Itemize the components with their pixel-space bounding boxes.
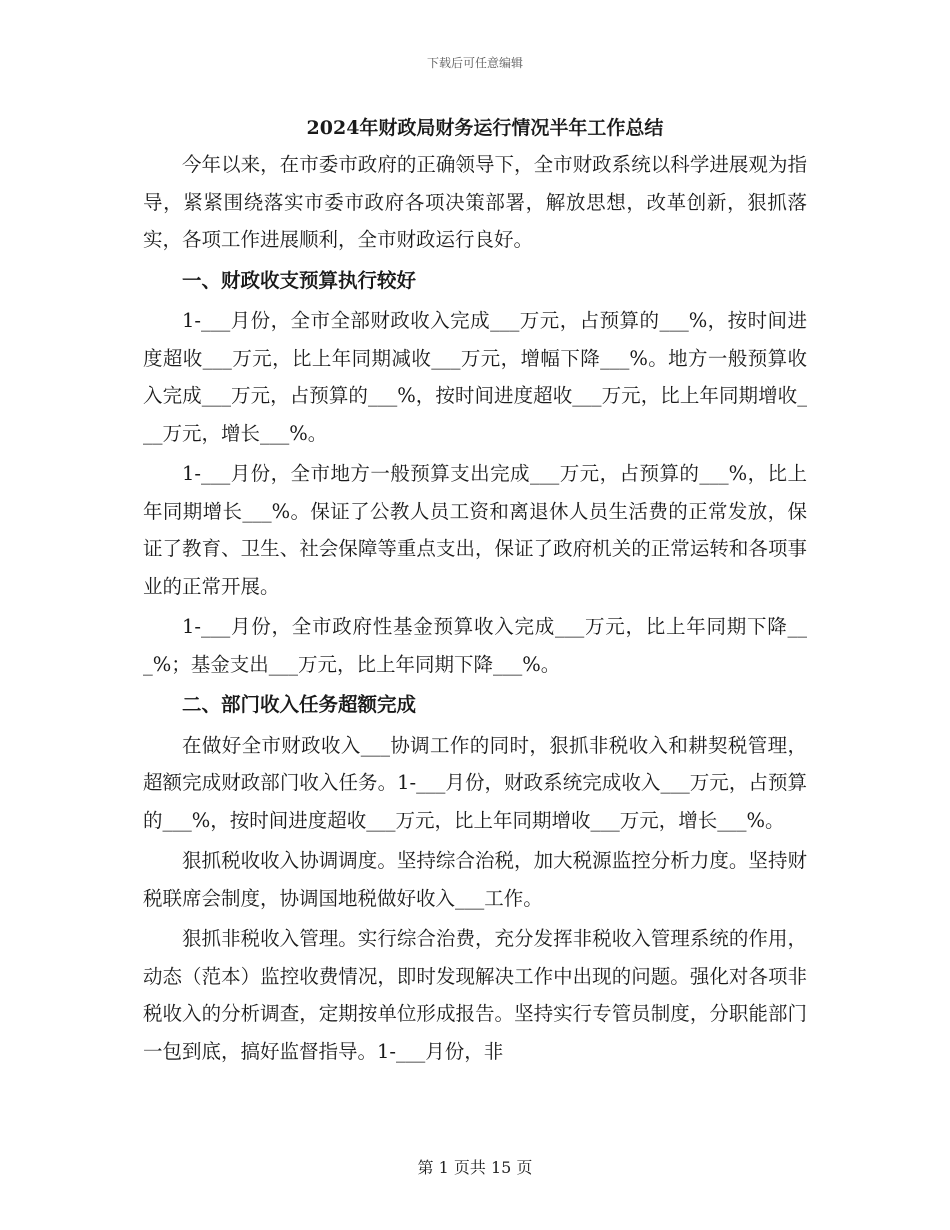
paragraph-revenue: 1-___月份，全市全部财政收入完成___万元，占预算的___%，按时间进度超收___万元，比上年同期减收___万元，增幅下降___%。地方一般预算收入完成___万元，占预算的___%，按时间进度超收___万元，比上年同期增收___万元，增长___%。 xyxy=(143,309,807,445)
paragraph-fund: 1-___月份，全市政府性基金预算收入完成___万元，比上年同期下降___%；基金支出___万元，比上年同期下降___%。 xyxy=(143,615,807,676)
paragraph-intro: 今年以来，在市委市政府的正确领导下，全市财政系统以科学进展观为指导，紧紧围绕落实市委市政府各项决策部署，解放思想，改革创新，狠抓落实，各项工作进展顺利，全市财政运行良好。 xyxy=(143,153,807,251)
document-body xyxy=(143,110,807,1070)
paragraph-expenditure: 1-___月份，全市地方一般预算支出完成___万元，占预算的___%，比上年同期增长___%。保证了公教人员工资和离退休人员生活费的正常发放，保证了教育、卫生、社会保障等重点支出，保证了政府机关的正常运转和各项事业的正常开展。 xyxy=(143,462,807,598)
section-heading-2: 二、部门收入任务超额完成 xyxy=(182,693,417,716)
page-number: 第 1 页共 15 页 xyxy=(417,1158,533,1177)
paragraph-department-income: 在做好全市财政收入___协调工作的同时，狠抓非税收入和耕契税管理，超额完成财政部门收入任务。1-___月份，财政系统完成收入___万元，占预算的___%，按时间进度超收___万元，比上年同期增收___万元，增长___%。 xyxy=(143,733,807,832)
paragraph-tax-coordination: 狠抓税收收入协调调度。坚持综合治税，加大税源监控分析力度。坚持财税联席会制度，协调国地税做好收入___工作。 xyxy=(143,849,807,910)
section-heading-1: 一、财政收支预算执行较好 xyxy=(182,268,417,292)
paragraph-nontax-management: 狠抓非税收入管理。实行综合治费，充分发挥非税收入管理系统的作用，动态（范本）监控收费情况，即时发现解决工作中出现的问题。强化对各项非税收入的分析调查，定期按单位形成报告。坚持实行专管员制度，分职能部门一包到底，搞好监督指导。1-___月份，非 xyxy=(143,927,807,1063)
header-note: 下载后可任意编辑 xyxy=(426,56,523,70)
document-title: 2024年财政局财务运行情况半年工作总结 xyxy=(306,117,664,139)
